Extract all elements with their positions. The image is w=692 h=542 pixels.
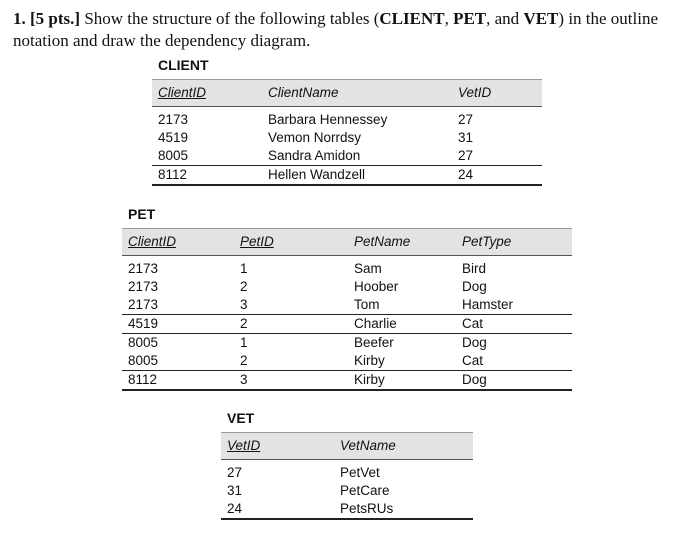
table-cell: Hamster [462,297,514,312]
table-cell: 27 [227,465,243,480]
question-text [13,8,685,52]
table-row [122,278,572,296]
table-cell: PetsRUs [340,501,394,516]
table-cell: Dog [462,279,487,294]
vet-table-body [221,460,473,520]
table-cell: 8005 [158,148,189,163]
table-cell: Charlie [354,316,397,331]
table-cell: Vemon Norrdsy [268,130,362,145]
table-cell: Tom [354,297,380,312]
table-row [221,482,473,500]
question-text-part-2: ) in the outline notation and draw the dependency diagram. [13,9,659,50]
table-row [122,296,572,315]
table-cell: Kirby [354,372,385,387]
vet-table [221,432,473,520]
table-row [122,352,572,371]
pet-header-petid: PetID [240,234,274,249]
table-cell: Beefer [354,335,394,350]
table-cell: Barbara Hennessey [268,112,388,127]
question-vet-name: VET [523,9,559,28]
table-cell: 4519 [128,316,159,331]
table-cell: Kirby [354,353,385,368]
vet-header-vetname: VetName [340,438,396,453]
table-cell: Hellen Wandzell [268,167,366,182]
table-row [152,166,542,186]
table-cell: 3 [240,372,248,387]
question-number: 1. [13,9,26,28]
table-cell: 2173 [158,112,189,127]
table-cell: 2 [240,279,248,294]
table-cell: Cat [462,316,484,331]
table-cell: Bird [462,261,487,276]
table-row [221,464,473,482]
client-header-clientid: ClientID [158,85,207,100]
table-cell: 24 [227,501,243,516]
table-cell: 4519 [158,130,189,145]
table-cell: 8112 [158,167,188,182]
client-table-body [152,107,542,186]
question-client-name: CLIENT [379,9,445,28]
pet-table [122,228,572,391]
pet-header-clientid: ClientID [128,234,177,249]
table-cell: 2 [240,353,248,368]
table-row [122,371,572,391]
table-cell: Dog [462,335,487,350]
pet-table-title: PET [128,206,156,222]
table-row [122,315,572,334]
client-header-clientname: ClientName [268,85,339,100]
table-cell: 8005 [128,335,159,350]
table-cell: 3 [240,297,248,312]
table-row [152,111,542,129]
table-cell: Hoober [354,279,399,294]
table-cell: 24 [458,167,474,182]
table-cell: 8112 [128,372,158,387]
pet-header-petname: PetName [354,234,411,249]
pet-header-pettype: PetType [462,234,512,249]
table-cell: Cat [462,353,484,368]
table-cell: 31 [458,130,474,145]
client-table-title: CLIENT [158,57,209,73]
table-cell: Sandra Amidon [268,148,361,163]
vet-header-vetid: VetID [227,438,261,453]
table-cell: 2173 [128,261,159,276]
question-points: [5 pts.] [30,9,81,28]
table-cell: 8005 [128,353,159,368]
table-row [221,500,473,520]
table-row [122,260,572,278]
client-table [152,79,542,186]
table-cell: 2173 [128,297,159,312]
table-cell: 1 [240,261,248,276]
client-table-header [152,79,542,107]
table-row [122,334,572,352]
table-cell: 27 [458,148,474,163]
client-header-vetid: VetID [458,85,492,100]
table-cell: PetVet [340,465,380,480]
table-row [152,129,542,147]
vet-table-title: VET [227,410,255,426]
table-cell: 27 [458,112,474,127]
pet-table-header [122,228,572,256]
table-cell: Dog [462,372,487,387]
table-cell: Sam [354,261,382,276]
question-text-part-1: Show the structure of the following tables ( [84,9,380,28]
table-row [152,147,542,166]
table-cell: 1 [240,335,248,350]
table-cell: 2173 [128,279,159,294]
question-and: , and [486,9,524,28]
pet-table-body [122,256,572,391]
vet-table-header [221,432,473,460]
table-cell: 2 [240,316,248,331]
question-pet-name: PET [453,9,487,28]
table-cell: PetCare [340,483,390,498]
question-comma: , [444,9,454,28]
table-cell: 31 [227,483,243,498]
